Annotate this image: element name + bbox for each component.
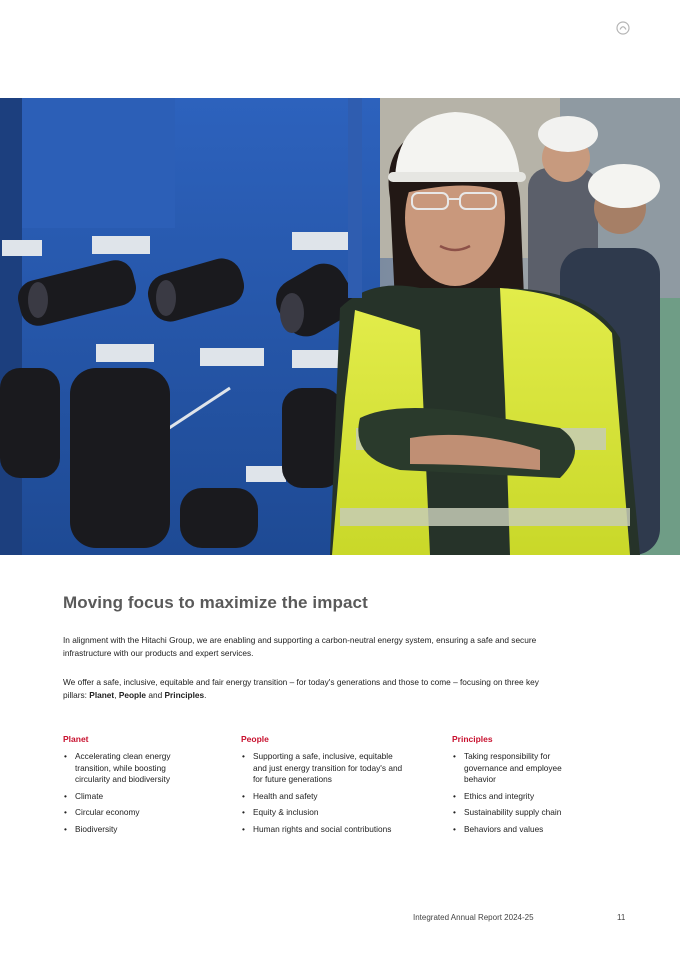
list-item: • Sustainability supply chain: [452, 807, 592, 819]
planet-title: Planet: [63, 734, 89, 744]
list-item: • Behaviors and values: [452, 824, 592, 836]
pillars-paragraph-intro: We offer a safe, inclusive, equitable and fair energy transition – for today's generations and those to come – focusing on three key pillars:: [63, 677, 539, 700]
list-item: • Health and safety: [241, 791, 406, 803]
list-item: • Accelerating clean energy transition, while boosting circularity and biodiversity: [63, 751, 203, 786]
list-item: • Equity & inclusion: [241, 807, 406, 819]
principles-column: [452, 734, 592, 840]
list-item: • Ethics and integrity: [452, 791, 592, 803]
list-item: • Supporting a safe, inclusive, equitable and just energy transition for today's and for future generations: [241, 751, 406, 786]
list-item: • Climate: [63, 791, 203, 803]
intro-paragraph: In alignment with the Hitachi Group, we are enabling and supporting a carbon-neutral energy system, ensuring a safe and secure infrastructure with our products and expert services.: [63, 635, 537, 658]
pillar-people-inline: People: [118, 689, 147, 700]
hitachi-logo-icon: [615, 20, 631, 36]
list-item: • Biodiversity: [63, 824, 203, 836]
list-item: • Human rights and social contributions: [241, 824, 406, 836]
worker-photo: [0, 98, 680, 555]
pillar-principles-inline: Principles: [164, 689, 205, 700]
separator-1: ,: [114, 689, 119, 700]
people-title: People: [241, 734, 269, 744]
planet-list: [63, 751, 203, 835]
planet-column: [63, 734, 203, 840]
page-number: 11: [617, 913, 626, 922]
pillars-paragraph: [63, 676, 553, 701]
people-list: [241, 751, 406, 835]
pillar-planet-inline: Planet: [89, 689, 115, 700]
separator-2: and: [146, 689, 165, 700]
people-column: [241, 734, 406, 840]
principles-title: Principles: [452, 734, 493, 744]
report-title: Integrated Annual Report 2024-25: [413, 913, 534, 922]
list-item: • Taking responsibility for governance and employee behavior: [452, 751, 592, 786]
principles-list: [452, 751, 592, 835]
sentence-end: .: [204, 689, 207, 700]
page-heading: Moving focus to maximize the impact: [63, 593, 368, 612]
list-item: • Circular economy: [63, 807, 203, 819]
